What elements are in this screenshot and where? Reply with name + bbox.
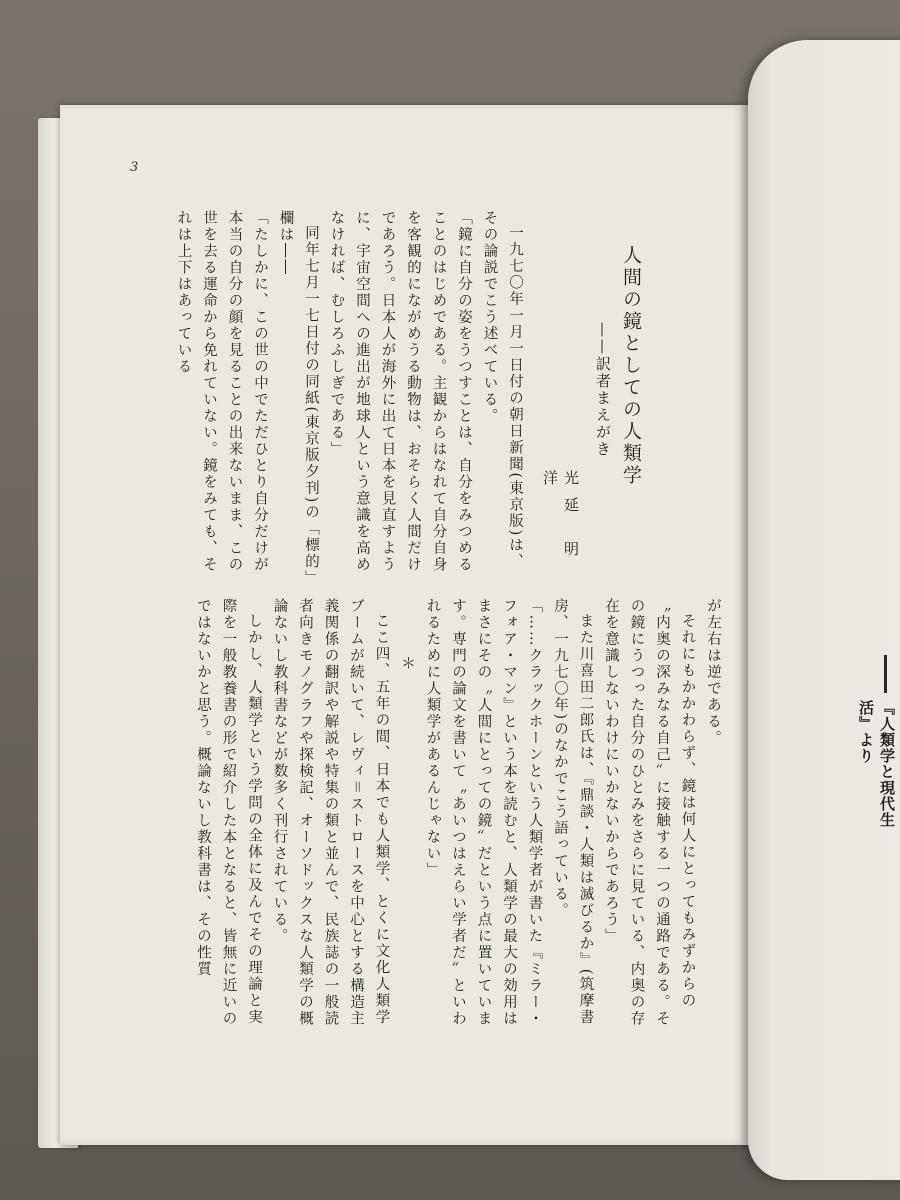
paragraph: しかし、人類学という学問の全体に及んでその理論と実際を一般教養書の形で紹介した本となると、皆無に近いのではないかと思う。概論ないし教科書は、その性質 [195,598,262,1027]
section-asterisk: ＊ [399,656,415,673]
upper-text-block [170,210,523,580]
page-number: 3 [130,160,139,175]
paragraph: それにもかかわらず、鏡は何人にとってもみずからの〝内奥の深みなる自己〟に接触する一つの通路である。その鏡にうつった自分のひとみをさらに見ている、内奥の存在を意識しないわけにいかないからであろう」 [603,598,696,1027]
paragraph: 一九七〇年一月一日付の朝日新聞(東京版)は、その論説でこう述べている。 [481,210,523,570]
upper-text-column [170,210,527,580]
lower-text-column [160,598,725,1038]
lower-text-block [160,598,725,1038]
paragraph: 「たしかに、この世の中でただひとり自分だけが本当の自分の顔を見ることの出来ないまま、この世を去る運命から免れていない。鏡をみても、それは上下はあっている [175,210,268,573]
paragraph: が左右は逆である。 [705,598,721,747]
right-page-dash [884,655,887,693]
paragraph: ここ四、五年の間、日本でも人類学、とくに文化人類学ブームが続いて、レヴィ＝ストロースを中心とする構造主義関係の翻訳や解説や特集の類と並んで、民族誌の一般読者向きモノグラフや探検記、オーソドックスな人類学の概論ないし教科書などが数多く刊行されている。 [271,598,390,1027]
paragraph: また川喜田二郎氏は、『鼎談・人類は滅びるか』(筑摩書房、一九七〇年)のなかでこう語っている。 [552,598,594,1026]
chapter-title: 人間の鏡としての人類学 [620,245,642,487]
paragraph: 「……クラックホーンという人類学者が書いた『ミラー・フォア・マン』という本を読むと、人類学の最大の効用はまさにその〝人間にとっての鏡〟だという点に置いています。専門の論文を書いて〝あいつはえらい学者だ〟といわれるために人類学があるんじゃない」 [424,598,543,1027]
right-page-curl [748,40,900,1180]
chapter-subtitle: ——訳者まえがき [594,322,612,458]
paragraph: 「鏡に自分の姿をうつすことは、自分をみつめることのはじめである。主観からはなれて自分自身を客観的にながめうる動物は、おそらく人間だけであろう。日本人が海外に出て日本を見直すように、宇宙空間への進出が地球人という意識を高めなければ、むしろふしぎである」 [328,210,472,573]
right-page-fragment: 『人類学と現代生活』より [857,700,896,828]
author-name: 光延 明洋 [541,470,580,568]
paragraph: 同年七月一七日付の同紙(東京版夕刊)の「標的」欄は―― [277,210,319,580]
